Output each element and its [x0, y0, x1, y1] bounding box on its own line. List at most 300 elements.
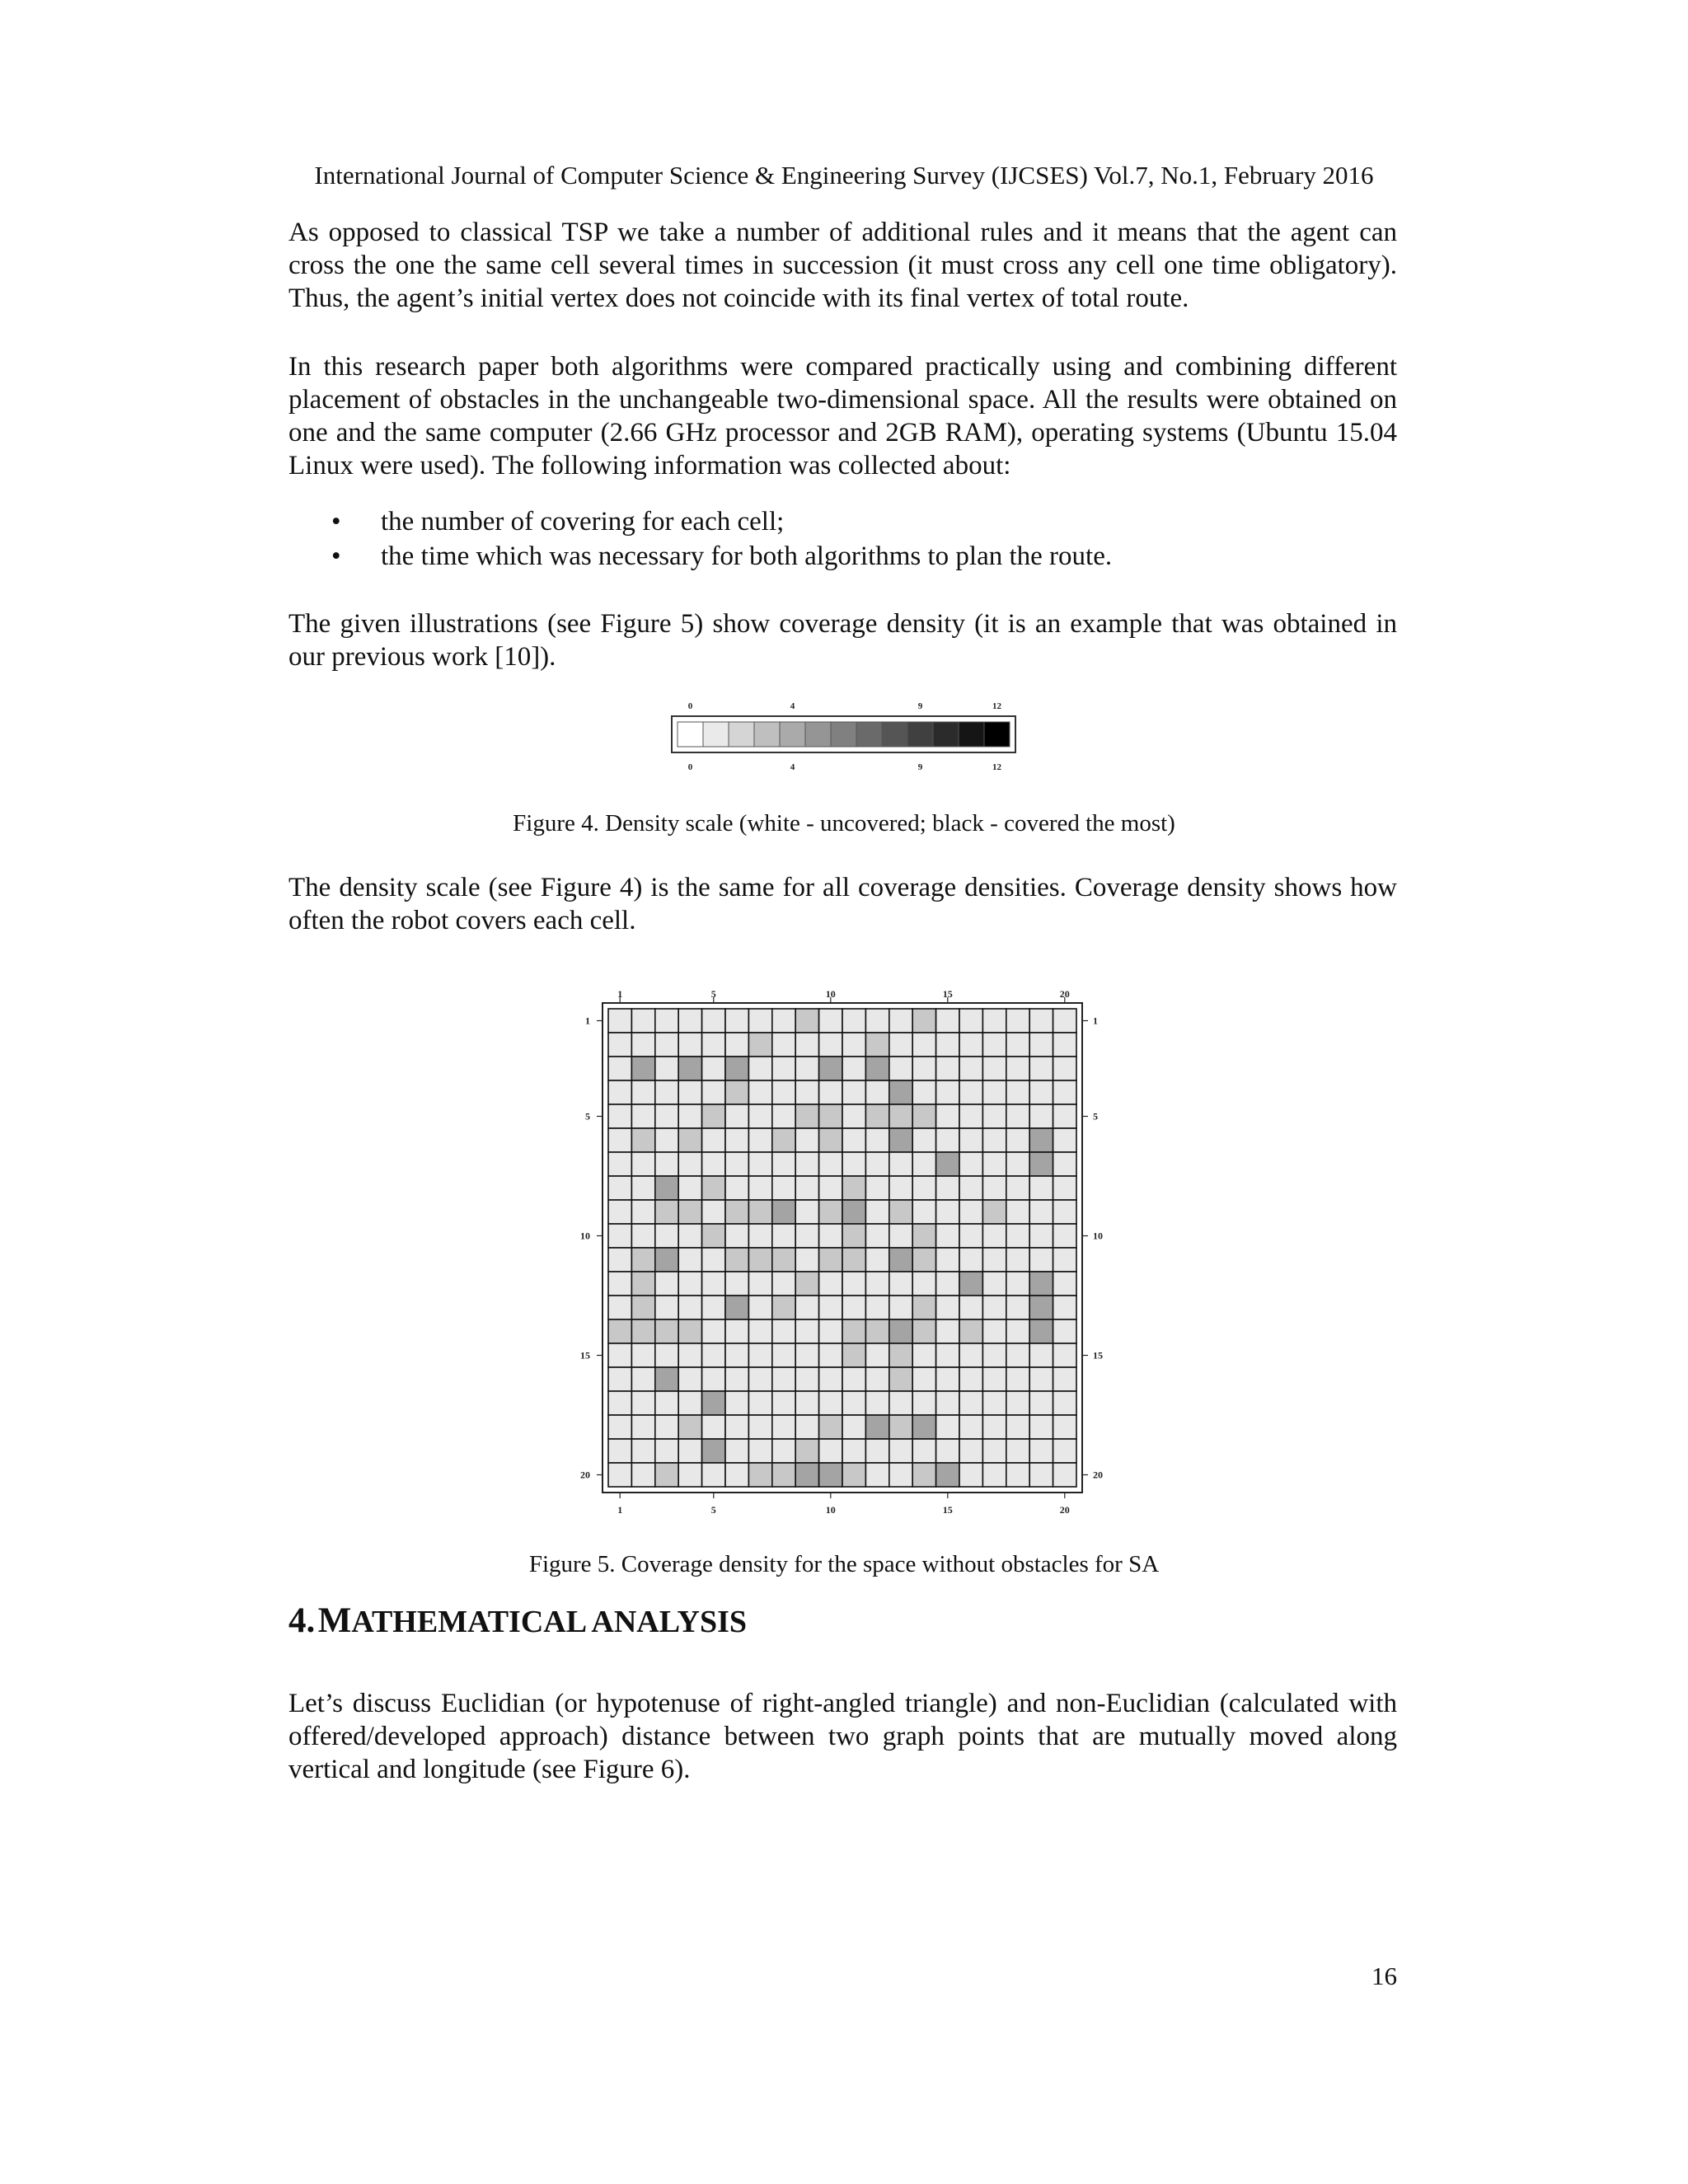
- grid-cell: [655, 1319, 678, 1343]
- grid-cell: [842, 1391, 865, 1415]
- grid-cell: [982, 1319, 1006, 1343]
- grid-cell: [936, 1033, 959, 1057]
- density-scale-figure: [655, 691, 1030, 773]
- grid-cell: [795, 1009, 818, 1033]
- grid-cell: [912, 1033, 935, 1057]
- grid-cell: [748, 1439, 771, 1463]
- grid-cell: [959, 1009, 982, 1033]
- grid-cell: [631, 1463, 654, 1487]
- grid-cell: [772, 1415, 795, 1439]
- grid-cell: [865, 1128, 889, 1152]
- grid-cell: [702, 1128, 725, 1152]
- grid-cell: [725, 1343, 748, 1367]
- grid-cell: [725, 1224, 748, 1248]
- grid-cell: [678, 1343, 701, 1367]
- grid-cell: [1029, 1080, 1053, 1104]
- grid-cell: [1006, 1128, 1029, 1152]
- grid-cell: [959, 1272, 982, 1296]
- column-tick-label: 10: [825, 1504, 836, 1516]
- grid-cell: [702, 1104, 725, 1128]
- column-tick-label: 15: [942, 988, 953, 1000]
- grid-cell: [959, 1152, 982, 1176]
- scale-cell: [729, 722, 754, 747]
- grid-cell: [982, 1296, 1006, 1319]
- grid-cell: [819, 1367, 842, 1391]
- grid-cell: [655, 1057, 678, 1080]
- grid-cell: [748, 1033, 771, 1057]
- grid-cell: [678, 1391, 701, 1415]
- grid-cell: [608, 1057, 631, 1080]
- grid-cell: [912, 1152, 935, 1176]
- grid-cell: [702, 1272, 725, 1296]
- grid-cell: [889, 1152, 912, 1176]
- grid-cell: [631, 1439, 654, 1463]
- grid-cell: [1029, 1439, 1053, 1463]
- grid-cell: [795, 1439, 818, 1463]
- grid-cell: [772, 1009, 795, 1033]
- bullet-icon: •: [331, 507, 341, 537]
- grid-cell: [772, 1296, 795, 1319]
- grid-cell: [795, 1104, 818, 1128]
- row-tick-label: 10: [580, 1230, 590, 1242]
- grid-cell: [982, 1152, 1006, 1176]
- grid-cell: [959, 1224, 982, 1248]
- grid-cell: [655, 1367, 678, 1391]
- grid-cell: [982, 1128, 1006, 1152]
- grid-cell: [865, 1367, 889, 1391]
- grid-cell: [889, 1248, 912, 1272]
- paragraph-illustrations: The given illustrations (see Figure 5) show coverage density (it is an example that was obtained in our previous work [10]).: [288, 609, 1397, 672]
- grid-cell: [982, 1057, 1006, 1080]
- grid-cell: [982, 1009, 1006, 1033]
- grid-cell: [772, 1319, 795, 1343]
- grid-cell: [982, 1104, 1006, 1128]
- grid-cell: [889, 1272, 912, 1296]
- grid-cell: [1053, 1128, 1076, 1152]
- grid-cell: [631, 1367, 654, 1391]
- grid-cell: [936, 1176, 959, 1200]
- grid-cell: [795, 1391, 818, 1415]
- section-heading: 4. MATHEMATICAL ANALYSIS: [288, 1601, 748, 1640]
- grid-cell: [608, 1319, 631, 1343]
- grid-cell: [959, 1176, 982, 1200]
- grid-cell: [912, 1057, 935, 1080]
- grid-cell: [725, 1033, 748, 1057]
- grid-cell: [1053, 1272, 1076, 1296]
- grid-cell: [631, 1057, 654, 1080]
- grid-cell: [748, 1367, 771, 1391]
- grid-cell: [1006, 1033, 1029, 1057]
- grid-cell: [819, 1296, 842, 1319]
- grid-cell: [982, 1224, 1006, 1248]
- grid-cell: [912, 1272, 935, 1296]
- grid-cell: [842, 1104, 865, 1128]
- list-item: • the number of covering for each cell;: [330, 504, 1319, 539]
- grid-cell: [725, 1152, 748, 1176]
- grid-cell: [725, 1296, 748, 1319]
- grid-cell: [982, 1248, 1006, 1272]
- scale-cell: [678, 722, 703, 747]
- grid-cell: [702, 1296, 725, 1319]
- grid-cell: [725, 1391, 748, 1415]
- paragraph-analysis: Let’s discuss Euclidian (or hypotenuse of right-angled triangle) and non-Euclidian (calculated with offered/developed approach) distance between two graph points that are mutually moved along vertical and longitude (see Figure 6).: [288, 1689, 1397, 1784]
- grid-cell: [678, 1439, 701, 1463]
- grid-cell: [912, 1391, 935, 1415]
- grid-cell: [842, 1128, 865, 1152]
- grid-cell: [631, 1009, 654, 1033]
- grid-cell: [1006, 1391, 1029, 1415]
- grid-cell: [795, 1415, 818, 1439]
- grid-cell: [702, 1057, 725, 1080]
- grid-cell: [631, 1104, 654, 1128]
- row-tick-label: 5: [1093, 1110, 1098, 1122]
- grid-cell: [631, 1200, 654, 1224]
- grid-cell: [819, 1272, 842, 1296]
- grid-cell: [982, 1272, 1006, 1296]
- grid-cell: [725, 1176, 748, 1200]
- grid-cell: [748, 1272, 771, 1296]
- grid-cell: [936, 1296, 959, 1319]
- grid-cell: [959, 1463, 982, 1487]
- grid-cell: [702, 1200, 725, 1224]
- grid-cell: [795, 1080, 818, 1104]
- grid-cell: [631, 1224, 654, 1248]
- grid-cell: [959, 1080, 982, 1104]
- grid-cell: [1029, 1319, 1053, 1343]
- grid-cell: [889, 1128, 912, 1152]
- grid-cell: [702, 1080, 725, 1104]
- grid-cell: [865, 1009, 889, 1033]
- grid-cell: [702, 1367, 725, 1391]
- grid-cell: [865, 1176, 889, 1200]
- grid-cell: [982, 1463, 1006, 1487]
- grid-cell: [889, 1224, 912, 1248]
- grid-cell: [608, 1415, 631, 1439]
- grid-cell: [748, 1296, 771, 1319]
- grid-cell: [795, 1296, 818, 1319]
- grid-cell: [725, 1128, 748, 1152]
- grid-cell: [1006, 1057, 1029, 1080]
- scale-cell: [703, 722, 729, 747]
- grid-cell: [959, 1200, 982, 1224]
- grid-cell: [819, 1415, 842, 1439]
- row-tick-label: 20: [580, 1469, 590, 1481]
- grid-cell: [936, 1439, 959, 1463]
- grid-cell: [819, 1463, 842, 1487]
- grid-cell: [631, 1248, 654, 1272]
- grid-cell: [608, 1272, 631, 1296]
- grid-cell: [889, 1343, 912, 1367]
- grid-cell: [912, 1200, 935, 1224]
- grid-cell: [936, 1200, 959, 1224]
- grid-cell: [702, 1176, 725, 1200]
- grid-cell: [936, 1319, 959, 1343]
- grid-cell: [702, 1439, 725, 1463]
- grid-cell: [795, 1033, 818, 1057]
- grid-cell: [1053, 1415, 1076, 1439]
- grid-cell: [959, 1248, 982, 1272]
- grid-cell: [819, 1080, 842, 1104]
- column-tick-label: 5: [710, 1504, 716, 1516]
- grid-cell: [819, 1104, 842, 1128]
- grid-cell: [678, 1415, 701, 1439]
- row-tick-label: 1: [1093, 1015, 1098, 1027]
- grid-cell: [842, 1272, 865, 1296]
- scale-cell: [959, 722, 984, 747]
- grid-cell: [1053, 1057, 1076, 1080]
- grid-cell: [889, 1009, 912, 1033]
- grid-cell: [865, 1391, 889, 1415]
- grid-cell: [865, 1272, 889, 1296]
- grid-cell: [1053, 1224, 1076, 1248]
- grid-cell: [772, 1343, 795, 1367]
- grid-cell: [865, 1200, 889, 1224]
- grid-cell: [959, 1319, 982, 1343]
- grid-cell: [865, 1033, 889, 1057]
- grid-cell: [842, 1176, 865, 1200]
- grid-cell: [1053, 1009, 1076, 1033]
- grid-cell: [725, 1319, 748, 1343]
- grid-cell: [772, 1057, 795, 1080]
- grid-cell: [1053, 1439, 1076, 1463]
- grid-cell: [725, 1463, 748, 1487]
- column-tick-label: 20: [1059, 988, 1070, 1000]
- grid-cell: [982, 1391, 1006, 1415]
- grid-cell: [842, 1439, 865, 1463]
- grid-cell: [936, 1343, 959, 1367]
- running-header: International Journal of Computer Science & Engineering Survey (IJCSES) Vol.7, No.1, February 2016: [314, 161, 1374, 190]
- grid-cell: [1029, 1296, 1053, 1319]
- grid-cell: [982, 1080, 1006, 1104]
- grid-cell: [819, 1248, 842, 1272]
- grid-cell: [1053, 1391, 1076, 1415]
- grid-cell: [748, 1009, 771, 1033]
- grid-cell: [748, 1343, 771, 1367]
- grid-cell: [1029, 1343, 1053, 1367]
- scale-tick-label: 0: [687, 762, 693, 772]
- grid-cell: [1006, 1439, 1029, 1463]
- grid-cell: [912, 1176, 935, 1200]
- scale-tick-label: 12: [992, 701, 1001, 711]
- grid-cell: [608, 1152, 631, 1176]
- grid-cell: [795, 1367, 818, 1391]
- grid-cell: [1006, 1415, 1029, 1439]
- grid-cell: [1053, 1367, 1076, 1391]
- scale-cell: [933, 722, 959, 747]
- grid-cell: [819, 1439, 842, 1463]
- grid-cell: [608, 1224, 631, 1248]
- grid-cell: [1006, 1296, 1029, 1319]
- grid-cell: [678, 1128, 701, 1152]
- grid-cell: [725, 1272, 748, 1296]
- grid-cell: [912, 1343, 935, 1367]
- grid-cell: [795, 1200, 818, 1224]
- grid-cell: [1006, 1152, 1029, 1176]
- grid-cell: [865, 1080, 889, 1104]
- column-tick-label: 1: [617, 1504, 623, 1516]
- grid-cell: [655, 1009, 678, 1033]
- grid-cell: [748, 1248, 771, 1272]
- scale-tick-label: 12: [992, 762, 1001, 772]
- column-tick-label: 15: [942, 1504, 953, 1516]
- grid-cell: [1029, 1272, 1053, 1296]
- grid-cell: [1006, 1009, 1029, 1033]
- grid-cell: [608, 1296, 631, 1319]
- grid-cell: [819, 1343, 842, 1367]
- grid-cell: [959, 1343, 982, 1367]
- grid-cell: [748, 1057, 771, 1080]
- grid-cell: [889, 1391, 912, 1415]
- paragraph-methods: In this research paper both algorithms were compared practically using and combining different placement of obstacles in the unchangeable two-dimensional space. All the results were obtained on one and the same computer (2.66 GHz processor and 2GB RAM), operating systems (Ubuntu 15.04 Linux were used). The following information was collected about:: [288, 352, 1397, 480]
- grid-cell: [936, 1152, 959, 1176]
- grid-cell: [678, 1009, 701, 1033]
- grid-cell: [982, 1343, 1006, 1367]
- figure5-caption: Figure 5. Coverage density for the space without obstacles for SA: [528, 1551, 1160, 1577]
- grid-cell: [608, 1367, 631, 1391]
- grid-cell: [608, 1033, 631, 1057]
- grid-cell: [748, 1415, 771, 1439]
- grid-cell: [889, 1033, 912, 1057]
- grid-cell: [702, 1391, 725, 1415]
- grid-cell: [702, 1224, 725, 1248]
- grid-cell: [1006, 1224, 1029, 1248]
- grid-cell: [1029, 1176, 1053, 1200]
- grid-cell: [865, 1152, 889, 1176]
- grid-cell: [959, 1439, 982, 1463]
- grid-cell: [725, 1080, 748, 1104]
- grid-cell: [631, 1080, 654, 1104]
- paragraph-density-scale: The density scale (see Figure 4) is the same for all coverage densities. Coverage density shows how often the robot covers each cell.: [288, 873, 1397, 935]
- grid-cell: [1053, 1343, 1076, 1367]
- grid-cell: [959, 1128, 982, 1152]
- column-tick-label: 1: [617, 988, 623, 1000]
- grid-cell: [912, 1128, 935, 1152]
- grid-cell: [1006, 1248, 1029, 1272]
- grid-cell: [1053, 1033, 1076, 1057]
- grid-cell: [608, 1009, 631, 1033]
- grid-cell: [959, 1033, 982, 1057]
- grid-cell: [889, 1057, 912, 1080]
- scale-cell: [754, 722, 780, 747]
- grid-cell: [655, 1415, 678, 1439]
- grid-cell: [912, 1296, 935, 1319]
- grid-cell: [772, 1367, 795, 1391]
- grid-cell: [1006, 1367, 1029, 1391]
- grid-cell: [631, 1152, 654, 1176]
- grid-cell: [842, 1319, 865, 1343]
- grid-cell: [1006, 1319, 1029, 1343]
- grid-cell: [936, 1272, 959, 1296]
- grid-cell: [1029, 1248, 1053, 1272]
- grid-cell: [678, 1176, 701, 1200]
- grid-cell: [795, 1224, 818, 1248]
- grid-cell: [959, 1104, 982, 1128]
- grid-cell: [655, 1176, 678, 1200]
- grid-cell: [631, 1415, 654, 1439]
- grid-cell: [1006, 1200, 1029, 1224]
- grid-cell: [631, 1176, 654, 1200]
- grid-cell: [936, 1415, 959, 1439]
- grid-cell: [655, 1080, 678, 1104]
- grid-cell: [725, 1009, 748, 1033]
- grid-cell: [725, 1104, 748, 1128]
- bullet-icon: •: [331, 541, 341, 571]
- grid-cell: [865, 1057, 889, 1080]
- grid-cell: [772, 1224, 795, 1248]
- grid-cell: [678, 1057, 701, 1080]
- grid-cell: [842, 1367, 865, 1391]
- grid-cell: [936, 1391, 959, 1415]
- grid-cell: [982, 1415, 1006, 1439]
- grid-cell: [608, 1343, 631, 1367]
- grid-cell: [725, 1248, 748, 1272]
- grid-cell: [772, 1200, 795, 1224]
- grid-cell: [748, 1200, 771, 1224]
- grid-cell: [655, 1296, 678, 1319]
- grid-cell: [865, 1248, 889, 1272]
- grid-cell: [748, 1104, 771, 1128]
- grid-cell: [725, 1439, 748, 1463]
- grid-cell: [678, 1152, 701, 1176]
- grid-cell: [842, 1009, 865, 1033]
- row-tick-label: 15: [580, 1349, 590, 1361]
- grid-cell: [912, 1463, 935, 1487]
- grid-cell: [608, 1176, 631, 1200]
- grid-cell: [1006, 1343, 1029, 1367]
- grid-cell: [912, 1009, 935, 1033]
- grid-cell: [819, 1176, 842, 1200]
- grid-cell: [748, 1463, 771, 1487]
- grid-cell: [655, 1248, 678, 1272]
- grid-cell: [936, 1104, 959, 1128]
- grid-cell: [1029, 1104, 1053, 1128]
- grid-cell: [1006, 1080, 1029, 1104]
- grid-cell: [772, 1033, 795, 1057]
- grid-cell: [936, 1080, 959, 1104]
- grid-cell: [936, 1128, 959, 1152]
- grid-cell: [795, 1248, 818, 1272]
- grid-cell: [865, 1463, 889, 1487]
- grid-cell: [865, 1224, 889, 1248]
- grid-cell: [936, 1248, 959, 1272]
- grid-cell: [865, 1415, 889, 1439]
- collected-info-list: [330, 504, 1319, 574]
- grid-cell: [725, 1367, 748, 1391]
- grid-cell: [772, 1152, 795, 1176]
- grid-cell: [772, 1391, 795, 1415]
- grid-cell: [631, 1343, 654, 1367]
- grid-cell: [936, 1224, 959, 1248]
- grid-cell: [842, 1152, 865, 1176]
- grid-cell: [702, 1248, 725, 1272]
- grid-cell: [1053, 1176, 1076, 1200]
- grid-cell: [608, 1439, 631, 1463]
- grid-cell: [748, 1080, 771, 1104]
- grid-cell: [1053, 1296, 1076, 1319]
- grid-cell: [1053, 1104, 1076, 1128]
- page-number: 16: [1372, 1961, 1397, 1990]
- grid-cell: [889, 1296, 912, 1319]
- grid-cell: [631, 1319, 654, 1343]
- grid-cell: [819, 1200, 842, 1224]
- grid-cell: [655, 1463, 678, 1487]
- grid-cell: [1006, 1104, 1029, 1128]
- grid-cell: [772, 1248, 795, 1272]
- grid-cell: [608, 1248, 631, 1272]
- grid-cell: [795, 1319, 818, 1343]
- grid-cell: [889, 1080, 912, 1104]
- grid-cell: [889, 1415, 912, 1439]
